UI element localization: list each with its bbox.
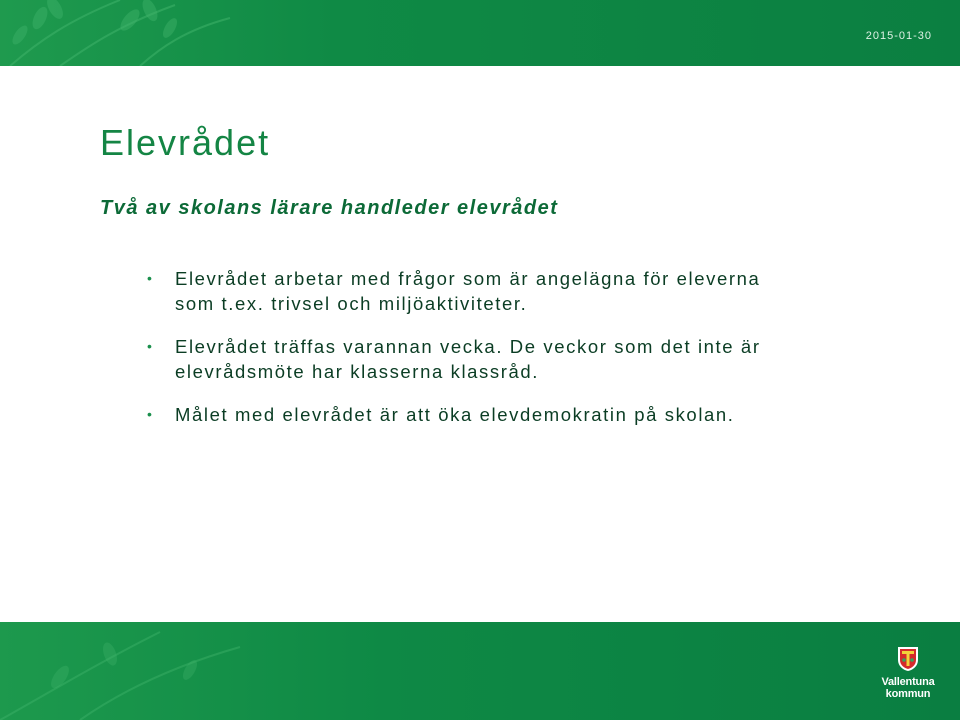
vallentuna-logo bbox=[876, 646, 940, 700]
bullet-text: Elevrådet träffas varannan vecka. De veckor som det inte är elevrådsmöte har klasserna klassråd. bbox=[175, 336, 761, 382]
bullet-text: Målet med elevrådet är att öka elevdemokratin på skolan. bbox=[175, 404, 735, 425]
coat-of-arms-icon bbox=[897, 646, 919, 672]
header-banner bbox=[0, 0, 960, 66]
slide-subtitle: Två av skolans lärare handleder elevrådet bbox=[100, 197, 559, 219]
leaf-decoration-icon bbox=[0, 622, 300, 720]
bullet-item bbox=[145, 334, 785, 384]
bullet-list bbox=[145, 266, 785, 445]
leaf-decoration-icon bbox=[0, 0, 260, 66]
logo-text-line2: kommun bbox=[885, 688, 931, 700]
footer-banner bbox=[0, 622, 960, 720]
bullet-dot-icon: • bbox=[147, 270, 154, 286]
bullet-item bbox=[145, 402, 785, 427]
slide-date: 2015-01-30 bbox=[865, 30, 932, 42]
bullet-text: Elevrådet arbetar med frågor som är angelägna för eleverna som t.ex. trivsel och miljöaktiviteter. bbox=[175, 268, 761, 314]
bullet-item bbox=[145, 266, 785, 316]
bullet-dot-icon: • bbox=[147, 406, 154, 422]
bullet-dot-icon: • bbox=[147, 338, 154, 354]
logo-text-line1: Vallentuna bbox=[881, 676, 935, 688]
slide-title: Elevrådet bbox=[100, 122, 271, 163]
